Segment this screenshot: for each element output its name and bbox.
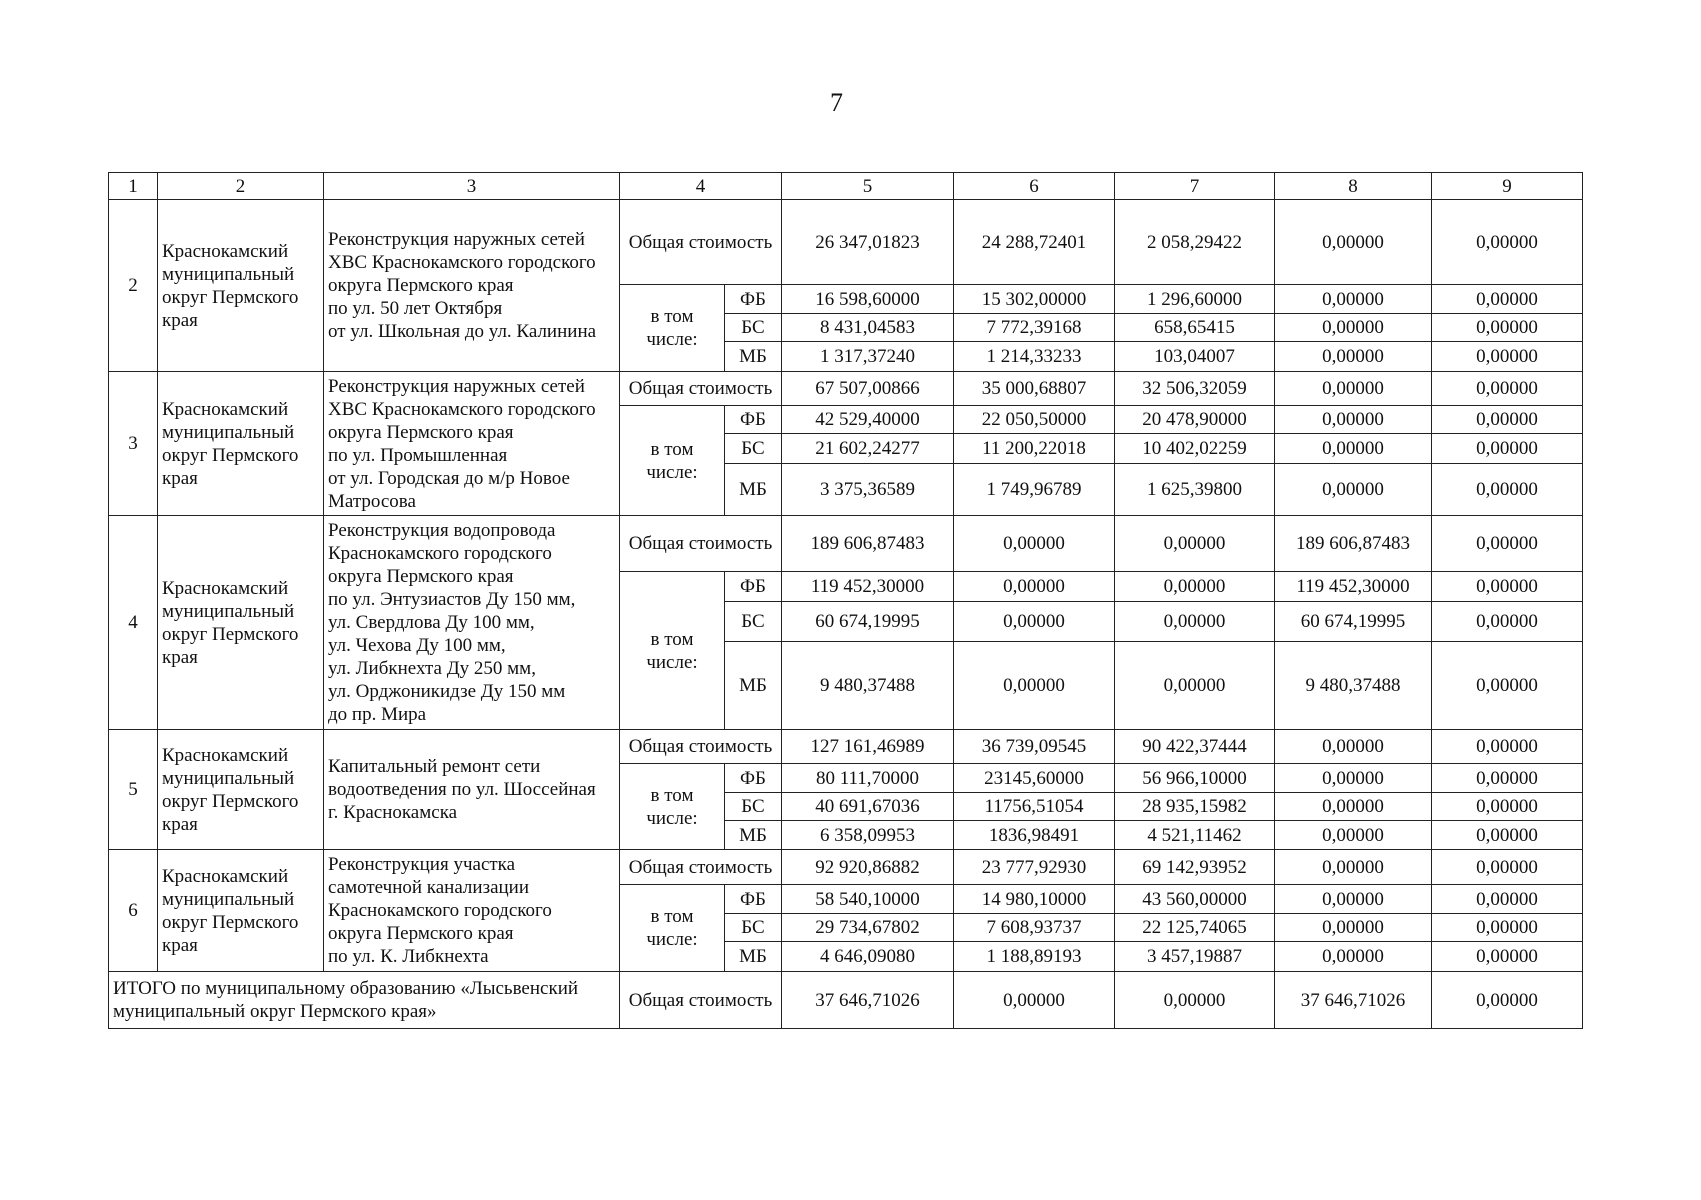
value-cell: 189 606,87483	[782, 516, 954, 572]
object-description-line: самотечной канализации	[328, 877, 530, 898]
object-description-line: ХВС Краснокамского городского	[328, 252, 596, 273]
object-description	[324, 200, 620, 372]
bs-label: БС	[725, 914, 782, 942]
total-value-cell: 0,00000	[954, 972, 1115, 1029]
value-cell: 0,00000	[1432, 464, 1583, 516]
value-cell: 35 000,68807	[954, 372, 1115, 406]
value-cell: 0,00000	[1432, 572, 1583, 602]
value-cell: 119 452,30000	[782, 572, 954, 602]
value-cell: 3 375,36589	[782, 464, 954, 516]
total-value-cell: 37 646,71026	[1275, 972, 1432, 1029]
including-label: в том числе:	[620, 285, 725, 372]
object-description	[324, 730, 620, 850]
column-header: 4	[620, 173, 782, 200]
municipality-cell: Краснокамский муниципальный округ Пермского края	[158, 200, 324, 372]
value-cell: 0,00000	[1432, 314, 1583, 342]
object-description-line: ХВС Краснокамского городского	[328, 398, 596, 420]
mb-label: МБ	[725, 342, 782, 372]
table-row	[109, 372, 1583, 406]
value-cell: 0,00000	[1432, 730, 1583, 764]
total-cost-label: Общая стоимость	[620, 372, 782, 406]
object-description-line: ул. Чехова Ду 100 мм,	[328, 635, 506, 656]
value-cell: 22 050,50000	[954, 406, 1115, 434]
column-header: 3	[324, 173, 620, 200]
total-cost-label: Общая стоимость	[620, 516, 782, 572]
value-cell: 0,00000	[1115, 516, 1275, 572]
value-cell: 4 646,09080	[782, 942, 954, 972]
object-description-line: по ул. 50 лет Октября	[328, 298, 503, 319]
value-cell: 26 347,01823	[782, 200, 954, 285]
total-cost-label: Общая стоимость	[620, 850, 782, 885]
value-cell: 0,00000	[1275, 885, 1432, 914]
value-cell: 0,00000	[1275, 406, 1432, 434]
row-number: 2	[109, 200, 158, 372]
object-description-line: Краснокамского городского	[328, 900, 552, 921]
value-cell: 0,00000	[1432, 342, 1583, 372]
value-cell: 23145,60000	[954, 764, 1115, 793]
value-cell: 0,00000	[1275, 342, 1432, 372]
value-cell: 28 935,15982	[1115, 793, 1275, 821]
page-number: 7	[830, 88, 843, 117]
fb-label: ФБ	[725, 406, 782, 434]
object-description-line: Реконструкция наружных сетей	[328, 229, 585, 250]
total-value-cell: 0,00000	[1115, 972, 1275, 1029]
value-cell: 0,00000	[1432, 793, 1583, 821]
row-number: 6	[109, 850, 158, 972]
row-number: 3	[109, 372, 158, 516]
value-cell: 24 288,72401	[954, 200, 1115, 285]
mb-label: МБ	[725, 942, 782, 972]
column-header: 5	[782, 173, 954, 200]
value-cell: 6 358,09953	[782, 821, 954, 850]
including-label: в том числе:	[620, 764, 725, 850]
value-cell: 189 606,87483	[1275, 516, 1432, 572]
value-cell: 7 772,39168	[954, 314, 1115, 342]
object-description-line: округа Пермского края	[328, 566, 514, 587]
value-cell: 0,00000	[1275, 821, 1432, 850]
value-cell: 0,00000	[1432, 764, 1583, 793]
table-row	[109, 730, 1583, 764]
object-description-line: г. Краснокамска	[328, 802, 458, 823]
value-cell: 32 506,32059	[1115, 372, 1275, 406]
value-cell: 127 161,46989	[782, 730, 954, 764]
value-cell: 0,00000	[1275, 942, 1432, 972]
object-description-line: до пр. Мира	[328, 704, 427, 725]
value-cell: 0,00000	[1275, 434, 1432, 464]
value-cell: 2 058,29422	[1115, 200, 1275, 285]
value-cell: 21 602,24277	[782, 434, 954, 464]
value-cell: 43 560,00000	[1115, 885, 1275, 914]
value-cell: 1 317,37240	[782, 342, 954, 372]
including-label: в том числе:	[620, 572, 725, 730]
total-row-label: ИТОГО по муниципальному образованию «Лысьвенский муниципальный округ Пермского края»	[109, 972, 620, 1029]
value-cell: 0,00000	[1432, 516, 1583, 572]
including-label: в том числе:	[620, 406, 725, 516]
total-value-cell: 37 646,71026	[782, 972, 954, 1029]
value-cell: 0,00000	[1432, 885, 1583, 914]
value-cell: 40 691,67036	[782, 793, 954, 821]
row-number: 4	[109, 516, 158, 730]
value-cell: 58 540,10000	[782, 885, 954, 914]
object-description-line: ул. Свердлова Ду 100 мм,	[328, 612, 535, 633]
value-cell: 60 674,19995	[1275, 602, 1432, 642]
fb-label: ФБ	[725, 885, 782, 914]
mb-label: МБ	[725, 464, 782, 516]
object-description-line: от ул. Городская до м/р Новое	[328, 467, 570, 489]
value-cell: 0,00000	[954, 602, 1115, 642]
value-cell: 1 625,39800	[1115, 464, 1275, 516]
value-cell: 10 402,02259	[1115, 434, 1275, 464]
value-cell: 0,00000	[1432, 642, 1583, 730]
value-cell: 0,00000	[1275, 850, 1432, 885]
value-cell: 0,00000	[1275, 764, 1432, 793]
value-cell: 0,00000	[1432, 821, 1583, 850]
value-cell: 0,00000	[1275, 730, 1432, 764]
value-cell: 0,00000	[1432, 850, 1583, 885]
object-description-line: Краснокамского городского	[328, 543, 552, 564]
value-cell: 1 214,33233	[954, 342, 1115, 372]
value-cell: 4 521,11462	[1115, 821, 1275, 850]
table-row	[109, 200, 1583, 285]
table-row	[109, 516, 1583, 572]
value-cell: 36 739,09545	[954, 730, 1115, 764]
value-cell: 42 529,40000	[782, 406, 954, 434]
fb-label: ФБ	[725, 285, 782, 314]
value-cell: 0,00000	[1432, 434, 1583, 464]
object-description-line: ул. Орджоникидзе Ду 150 мм	[328, 681, 566, 702]
value-cell: 29 734,67802	[782, 914, 954, 942]
value-cell: 7 608,93737	[954, 914, 1115, 942]
column-header: 2	[158, 173, 324, 200]
municipality-cell: Краснокамский муниципальный округ Пермского края	[158, 516, 324, 730]
value-cell: 0,00000	[1275, 914, 1432, 942]
row-number: 5	[109, 730, 158, 850]
value-cell: 9 480,37488	[1275, 642, 1432, 730]
value-cell: 14 980,10000	[954, 885, 1115, 914]
value-cell: 0,00000	[1432, 602, 1583, 642]
value-cell: 8 431,04583	[782, 314, 954, 342]
value-cell: 0,00000	[1275, 285, 1432, 314]
value-cell: 0,00000	[1432, 285, 1583, 314]
mb-label: МБ	[725, 821, 782, 850]
value-cell: 69 142,93952	[1115, 850, 1275, 885]
value-cell: 0,00000	[1275, 793, 1432, 821]
value-cell: 90 422,37444	[1115, 730, 1275, 764]
value-cell: 1836,98491	[954, 821, 1115, 850]
value-cell: 60 674,19995	[782, 602, 954, 642]
total-cost-label: Общая стоимость	[620, 730, 782, 764]
object-description-line: от ул. Школьная до ул. Калинина	[328, 321, 597, 342]
municipality-cell: Краснокамский муниципальный округ Пермского края	[158, 850, 324, 972]
object-description-line: округа Пермского края	[328, 421, 514, 443]
budget-table	[108, 172, 1583, 1029]
value-cell: 0,00000	[1432, 406, 1583, 434]
object-description-line: Реконструкция участка	[328, 854, 516, 875]
value-cell: 1 188,89193	[954, 942, 1115, 972]
value-cell: 0,00000	[1432, 942, 1583, 972]
value-cell: 0,00000	[1115, 642, 1275, 730]
object-description-line: по ул. Промышленная	[328, 444, 508, 466]
value-cell: 23 777,92930	[954, 850, 1115, 885]
column-header: 7	[1115, 173, 1275, 200]
mb-label: МБ	[725, 642, 782, 730]
value-cell: 0,00000	[1432, 372, 1583, 406]
value-cell: 67 507,00866	[782, 372, 954, 406]
bs-label: БС	[725, 314, 782, 342]
value-cell: 103,04007	[1115, 342, 1275, 372]
object-description-line: по ул. Энтузиастов Ду 150 мм,	[328, 589, 576, 610]
object-description-line: водоотведения по ул. Шоссейная	[328, 779, 596, 800]
value-cell: 119 452,30000	[1275, 572, 1432, 602]
bs-label: БС	[725, 602, 782, 642]
bs-label: БС	[725, 793, 782, 821]
object-description-line: по ул. К. Либкнехта	[328, 946, 489, 967]
value-cell: 3 457,19887	[1115, 942, 1275, 972]
value-cell: 1 296,60000	[1115, 285, 1275, 314]
total-value-cell: 0,00000	[1432, 972, 1583, 1029]
value-cell: 0,00000	[954, 516, 1115, 572]
value-cell: 56 966,10000	[1115, 764, 1275, 793]
value-cell: 11 200,22018	[954, 434, 1115, 464]
fb-label: ФБ	[725, 572, 782, 602]
object-description-line: Капитальный ремонт сети	[328, 756, 541, 777]
value-cell: 20 478,90000	[1115, 406, 1275, 434]
column-header: 1	[109, 173, 158, 200]
object-description-line: Реконструкция наружных сетей	[328, 375, 585, 397]
value-cell: 80 111,70000	[782, 764, 954, 793]
object-description-line: округа Пермского края	[328, 275, 514, 296]
value-cell: 15 302,00000	[954, 285, 1115, 314]
object-description-line: ул. Либкнехта Ду 250 мм,	[328, 658, 536, 679]
value-cell: 0,00000	[1275, 464, 1432, 516]
municipality-cell: Краснокамский муниципальный округ Пермского края	[158, 372, 324, 516]
value-cell: 0,00000	[1115, 572, 1275, 602]
object-description-line: Реконструкция водопровода	[328, 520, 556, 541]
column-header: 8	[1275, 173, 1432, 200]
value-cell: 0,00000	[1275, 314, 1432, 342]
total-row	[109, 972, 1583, 1029]
including-label: в том числе:	[620, 885, 725, 972]
object-description	[324, 372, 620, 516]
value-cell: 16 598,60000	[782, 285, 954, 314]
value-cell: 0,00000	[1432, 914, 1583, 942]
total-cost-label: Общая стоимость	[620, 972, 782, 1029]
value-cell: 0,00000	[1275, 200, 1432, 285]
object-description-line: Матросова	[328, 490, 416, 512]
object-description	[324, 516, 620, 730]
total-cost-label: Общая стоимость	[620, 200, 782, 285]
value-cell: 0,00000	[1275, 372, 1432, 406]
value-cell: 0,00000	[954, 572, 1115, 602]
object-description-line: округа Пермского края	[328, 923, 514, 944]
value-cell: 0,00000	[1432, 200, 1583, 285]
bs-label: БС	[725, 434, 782, 464]
column-number-row	[109, 173, 1583, 200]
value-cell: 1 749,96789	[954, 464, 1115, 516]
value-cell: 22 125,74065	[1115, 914, 1275, 942]
value-cell: 0,00000	[954, 642, 1115, 730]
table-row	[109, 850, 1583, 885]
value-cell: 9 480,37488	[782, 642, 954, 730]
value-cell: 11756,51054	[954, 793, 1115, 821]
object-description	[324, 850, 620, 972]
column-header: 9	[1432, 173, 1583, 200]
value-cell: 0,00000	[1115, 602, 1275, 642]
municipality-cell: Краснокамский муниципальный округ Пермского края	[158, 730, 324, 850]
column-header: 6	[954, 173, 1115, 200]
fb-label: ФБ	[725, 764, 782, 793]
value-cell: 92 920,86882	[782, 850, 954, 885]
value-cell: 658,65415	[1115, 314, 1275, 342]
